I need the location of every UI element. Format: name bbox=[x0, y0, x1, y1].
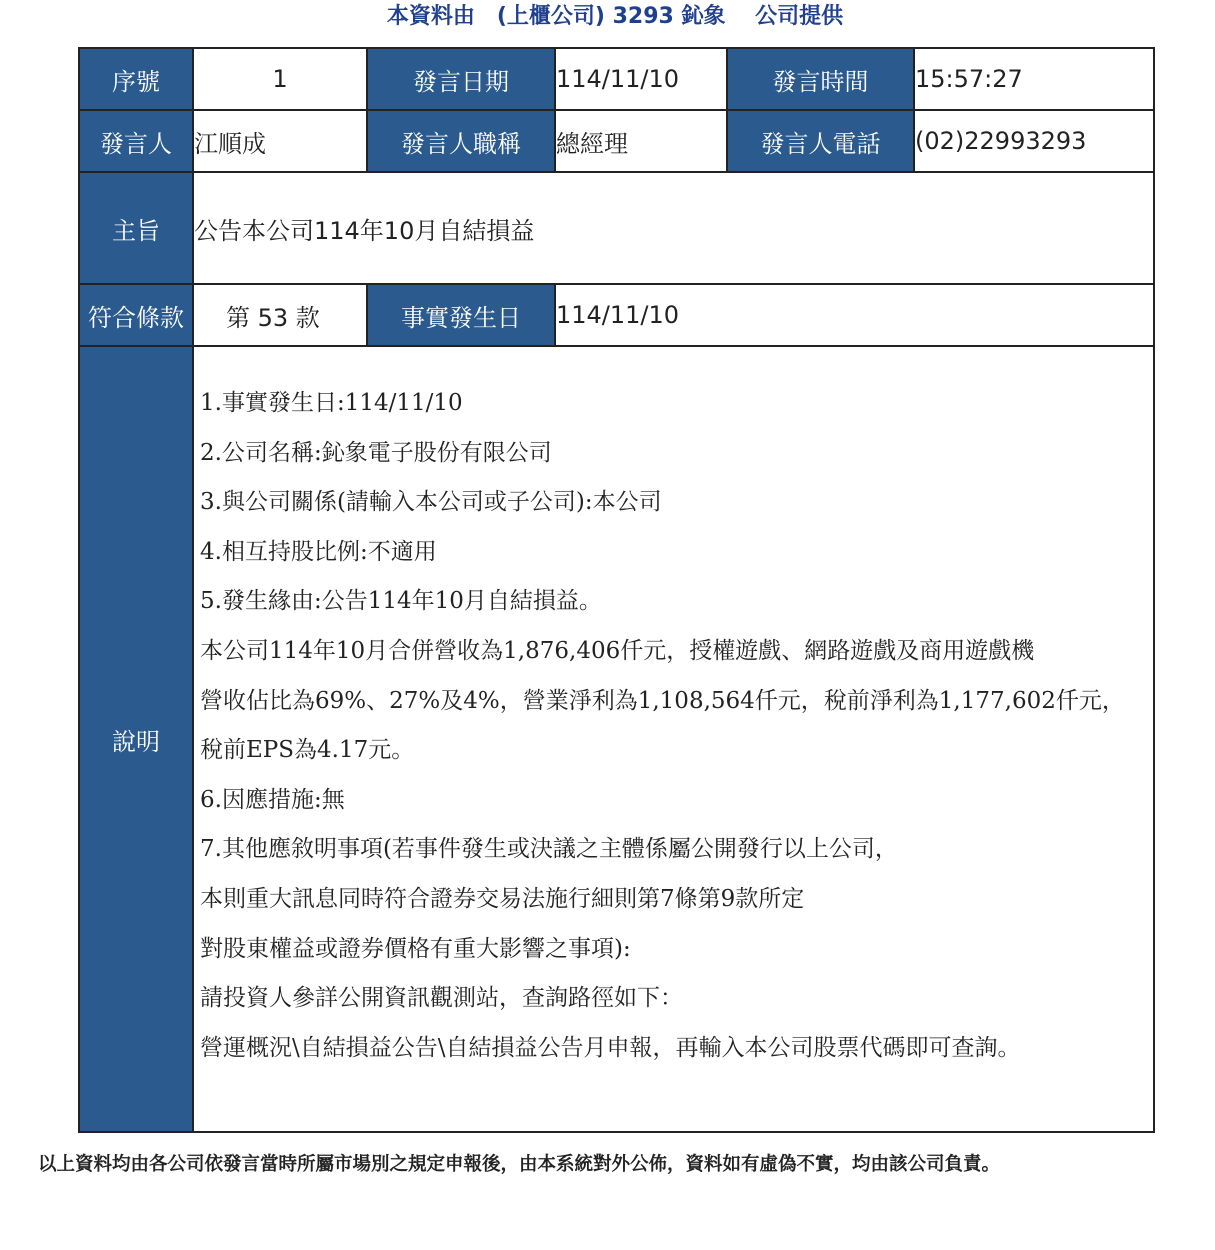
row-serial-date-time bbox=[79, 48, 1154, 110]
description-line: 對股東權益或證券價格有重大影響之事項): bbox=[200, 935, 631, 962]
description-label: 說明 bbox=[79, 346, 193, 1132]
serial-value: 1 bbox=[193, 48, 367, 110]
description-line: 本公司114年10月合併營收為1,876,406仟元，授權遊戲、網路遊戲及商用遊戲機 bbox=[200, 637, 1035, 664]
description-body bbox=[193, 346, 1154, 1132]
occur-date-label: 事實發生日 bbox=[367, 284, 555, 346]
row-subject bbox=[79, 172, 1154, 284]
description-line: 營收佔比為69%、27%及4%，營業淨利為1,108,564仟元，稅前淨利為1,177,602仟元， bbox=[200, 687, 1125, 714]
description-line: 4.相互持股比例:不適用 bbox=[200, 538, 437, 565]
subject-value: 公告本公司114年10月自結損益 bbox=[193, 172, 1154, 284]
page-title: 本資料由 (上櫃公司) 3293 鈊象 公司提供 bbox=[386, 4, 844, 29]
description-line: 稅前EPS為4.17元。 bbox=[200, 737, 415, 764]
serial-label: 序號 bbox=[79, 48, 193, 110]
speaker-phone-label: 發言人電話 bbox=[727, 110, 914, 172]
speaker-title-value: 總經理 bbox=[555, 110, 727, 172]
speaker-phone-value: (02)22993293 bbox=[914, 110, 1154, 172]
row-description bbox=[79, 346, 1154, 1132]
subject-label: 主旨 bbox=[79, 172, 193, 284]
clause-value: 第 53 款 bbox=[193, 284, 367, 346]
description-line: 6.因應措施:無 bbox=[200, 786, 345, 813]
clause-label: 符合條款 bbox=[79, 284, 193, 346]
description-line: 7.其他應敘明事項(若事件發生或決議之主體係屬公開發行以上公司， bbox=[200, 836, 898, 863]
description-line: 3.與公司關係(請輸入本公司或子公司):本公司 bbox=[200, 489, 662, 516]
description-line: 本則重大訊息同時符合證券交易法施行細則第7條第9款所定 bbox=[200, 885, 805, 912]
speaker-value: 江順成 bbox=[193, 110, 367, 172]
description-line: 5.發生緣由:公告114年10月自結損益。 bbox=[200, 588, 602, 615]
time-label: 發言時間 bbox=[727, 48, 914, 110]
speaker-label: 發言人 bbox=[79, 110, 193, 172]
speaker-title-label: 發言人職稱 bbox=[367, 110, 555, 172]
time-value: 15:57:27 bbox=[914, 48, 1154, 110]
occur-date-value: 114/11/10 bbox=[555, 284, 1154, 346]
date-label: 發言日期 bbox=[367, 48, 555, 110]
description-line: 2.公司名稱:鈊象電子股份有限公司 bbox=[200, 439, 552, 466]
announcement-table bbox=[78, 47, 1155, 1133]
row-speaker bbox=[79, 110, 1154, 172]
description-line: 請投資人參詳公開資訊觀測站，查詢路徑如下： bbox=[200, 985, 683, 1012]
disclaimer-note: 以上資料均由各公司依發言當時所屬市場別之規定申報後，由本系統對外公佈，資料如有虛偽不實，均由該公司負責。 bbox=[38, 1154, 1001, 1175]
description-line: 1.事實發生日:114/11/10 bbox=[200, 390, 463, 416]
date-value: 114/11/10 bbox=[555, 48, 727, 110]
description-line: 營運概況\自結損益公告\自結損益公告月申報，再輸入本公司股票代碼即可查詢。 bbox=[200, 1034, 1021, 1061]
row-clause bbox=[79, 284, 1154, 346]
